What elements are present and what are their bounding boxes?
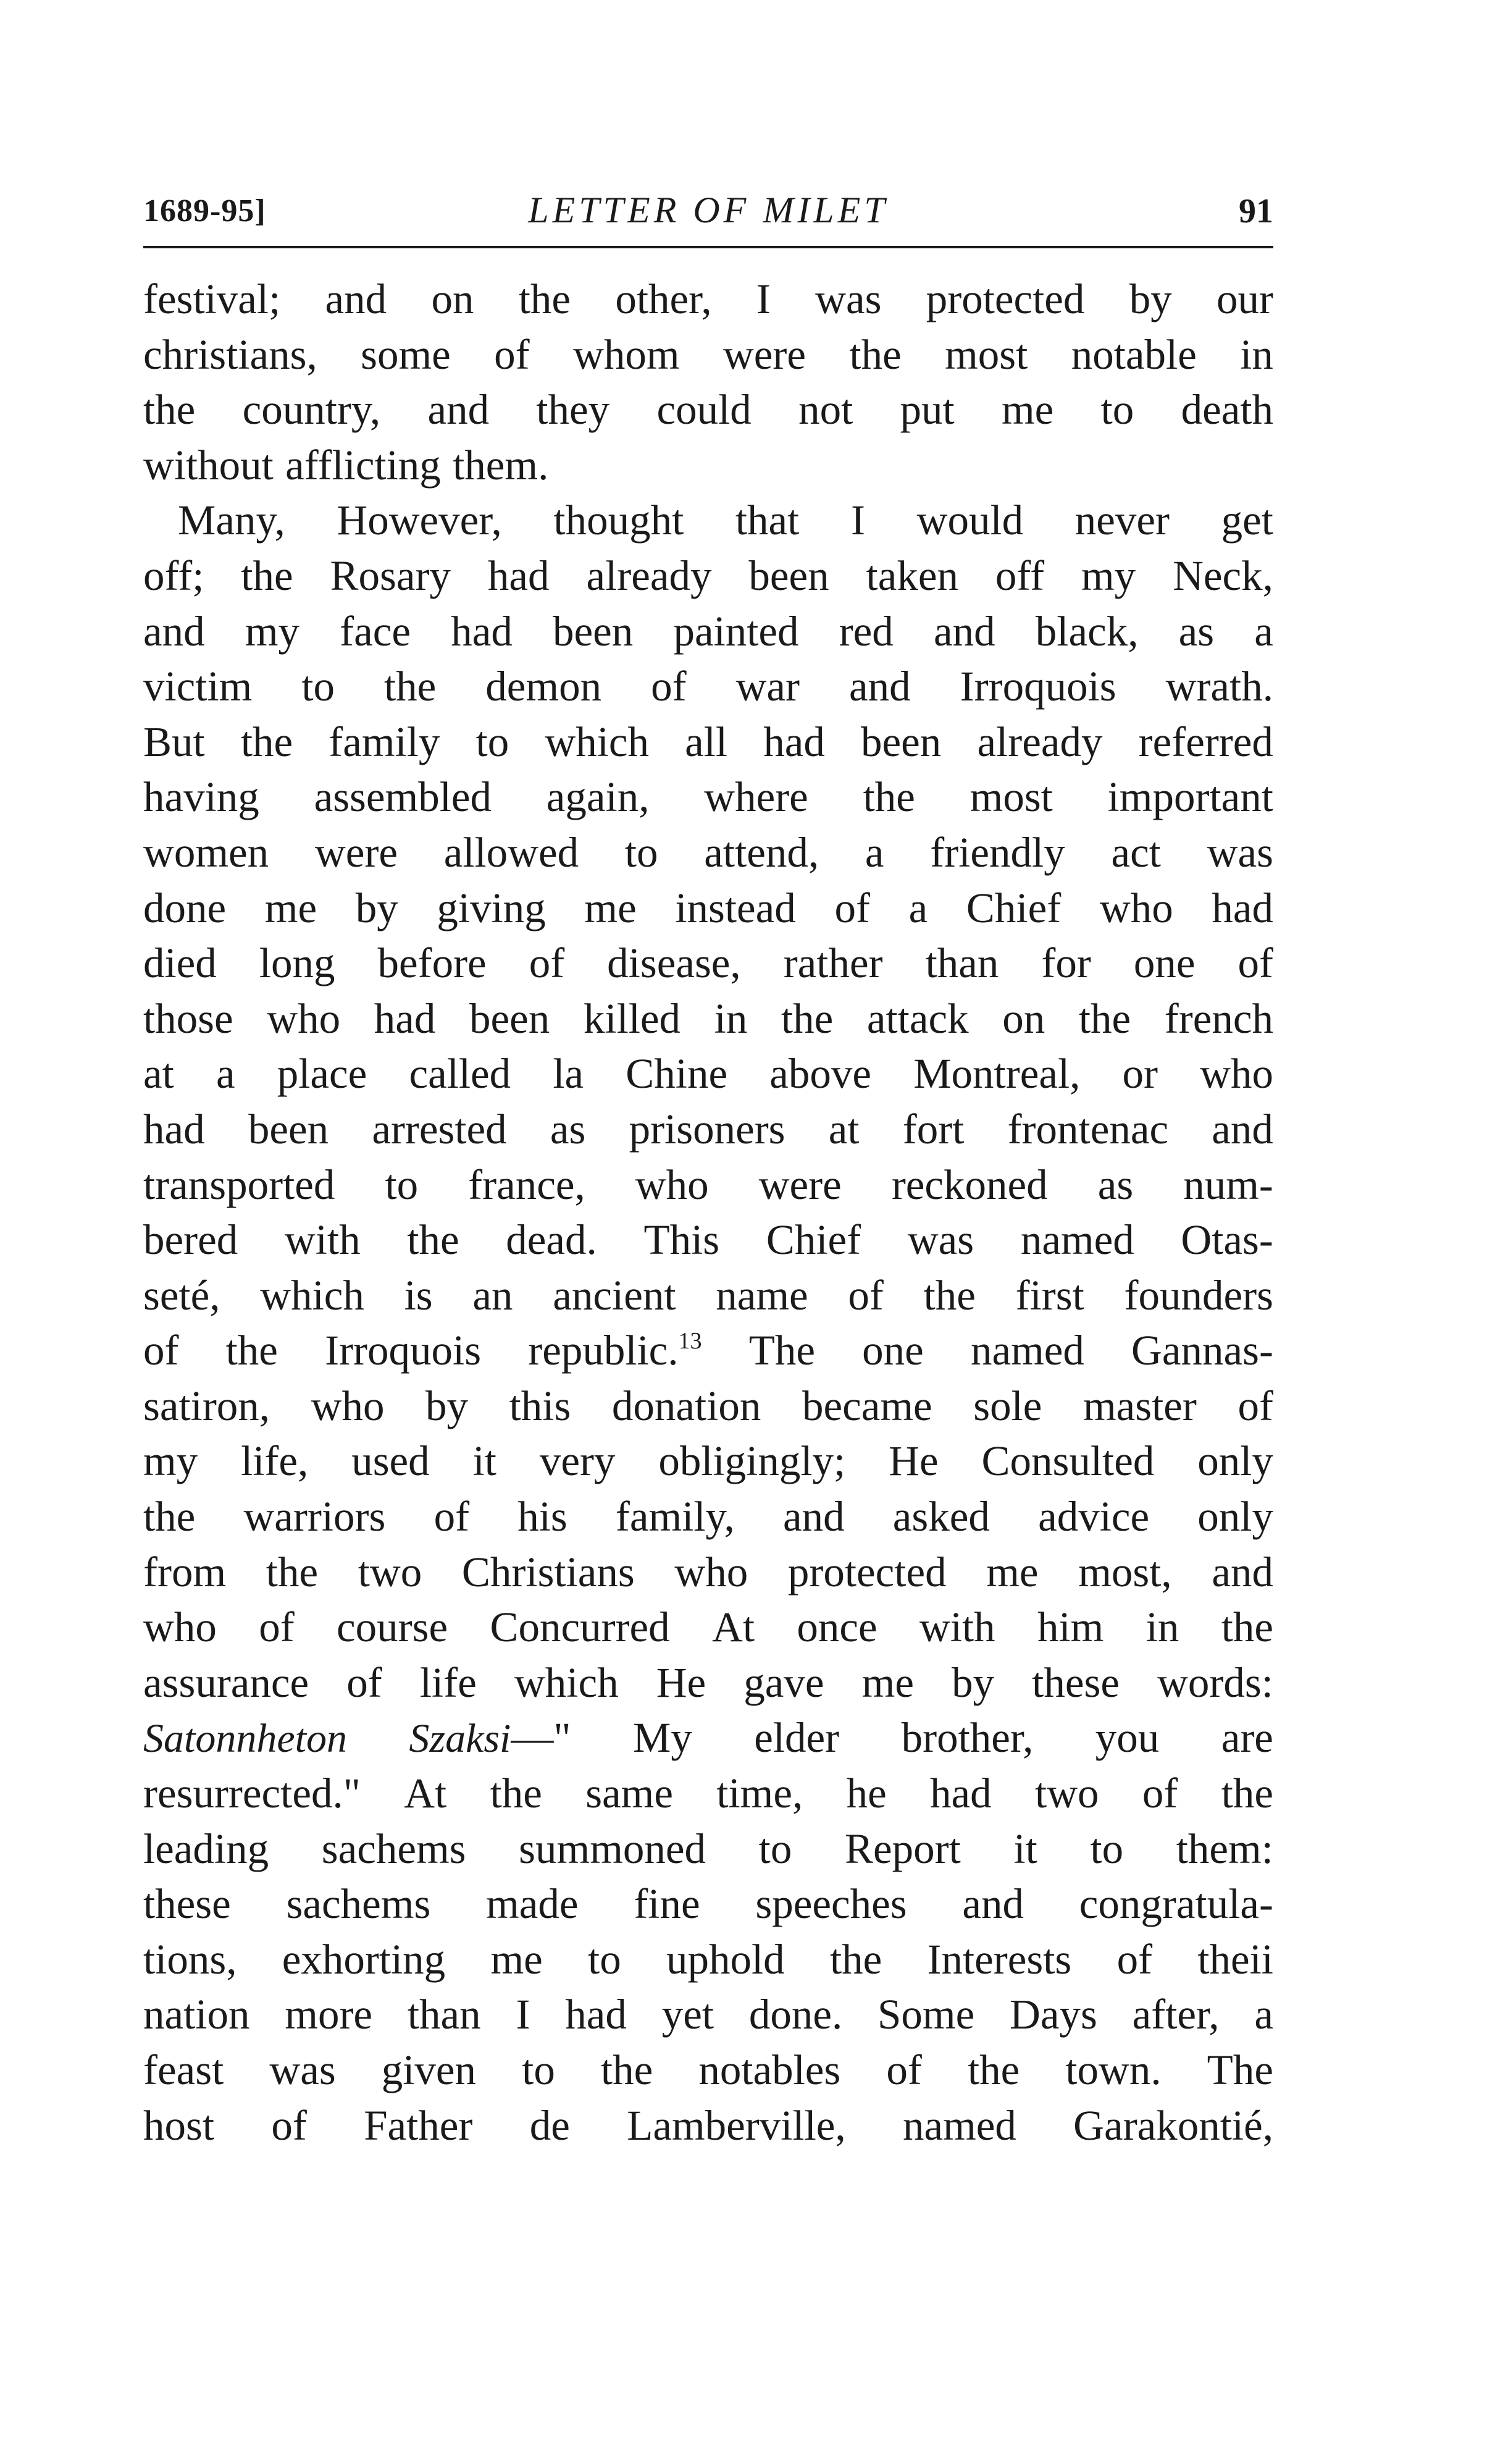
text-line: resurrected." At the same time, he had two of the	[143, 1770, 1273, 1817]
running-title: LETTER OF MILET	[528, 190, 889, 230]
text-line: the country, and they could not put me to death	[143, 386, 1273, 434]
text-line: festival; and on the other, I was protected by our	[143, 275, 1273, 322]
body-text	[143, 272, 1273, 2153]
text-line: and my face had been painted red and black, as a	[143, 607, 1273, 655]
text-line: tions, exhorting me to uphold the Interests of theii	[143, 1935, 1273, 1983]
text-line: done me by giving me instead of a Chief who had	[143, 884, 1273, 931]
running-head	[143, 185, 1273, 241]
text-line: off; the Rosary had already been taken off my Neck,	[143, 552, 1273, 599]
text-line: victim to the demon of war and Irroquois wrath.	[143, 663, 1273, 710]
text-line: died long before of disease, rather than for one of	[143, 940, 1273, 987]
text-line: But the family to which all had been already referred	[143, 718, 1273, 765]
text-line: my life, used it very obligingly; He Consulted only	[143, 1437, 1273, 1485]
text-line: had been arrested as prisoners at fort frontenac and	[143, 1105, 1273, 1153]
text-line: transported to france, who were reckoned as num-	[143, 1161, 1273, 1208]
text-line: nation more than I had yet done. Some Days after, a	[143, 1991, 1273, 2038]
text-line: at a place called la Chine above Montreal, or who	[143, 1050, 1273, 1098]
date-range: 1689-95]	[143, 193, 266, 229]
text-line: without afflicting them.	[143, 441, 549, 489]
text-line: women were allowed to attend, a friendly act was	[143, 828, 1273, 876]
text-line: those who had been killed in the attack on the french	[143, 994, 1273, 1042]
header-rule	[143, 246, 1273, 248]
text-line: who of course Concurred At once with him in the	[143, 1604, 1273, 1651]
text-line: seté, which is an ancient name of the first founders	[143, 1271, 1273, 1319]
text-line: assurance of life which He gave me by these words:	[143, 1659, 1273, 1706]
text-line: from the two Christians who protected me most, and	[143, 1548, 1273, 1596]
page-number: 91	[1239, 192, 1273, 230]
text-line: the warriors of his family, and asked advice only	[143, 1493, 1273, 1541]
text-line: host of Father de Lamberville, named Garakontié,	[143, 2101, 1273, 2149]
text-line: Satonnheton Szaksi—" My elder brother, you are	[143, 1714, 1273, 1762]
text-line: of the Irroquois republic.$^{13}$ The one named Gannas-	[143, 1327, 1273, 1374]
text-line: christians, some of whom were the most notable in	[143, 330, 1273, 378]
text-line: leading sachems summoned to Report it to them:	[143, 1825, 1273, 1872]
text-line: Many, However, thought that I would never get	[178, 497, 1273, 544]
text-line: satiron, who by this donation became sole master of	[143, 1382, 1273, 1429]
text-line: having assembled again, where the most important	[143, 773, 1273, 821]
text-line: these sachems made fine speeches and congratula-	[143, 1880, 1273, 1928]
text-line: bered with the dead. This Chief was named Otas-	[143, 1216, 1273, 1264]
text-line: feast was given to the notables of the town. The	[143, 2046, 1273, 2093]
